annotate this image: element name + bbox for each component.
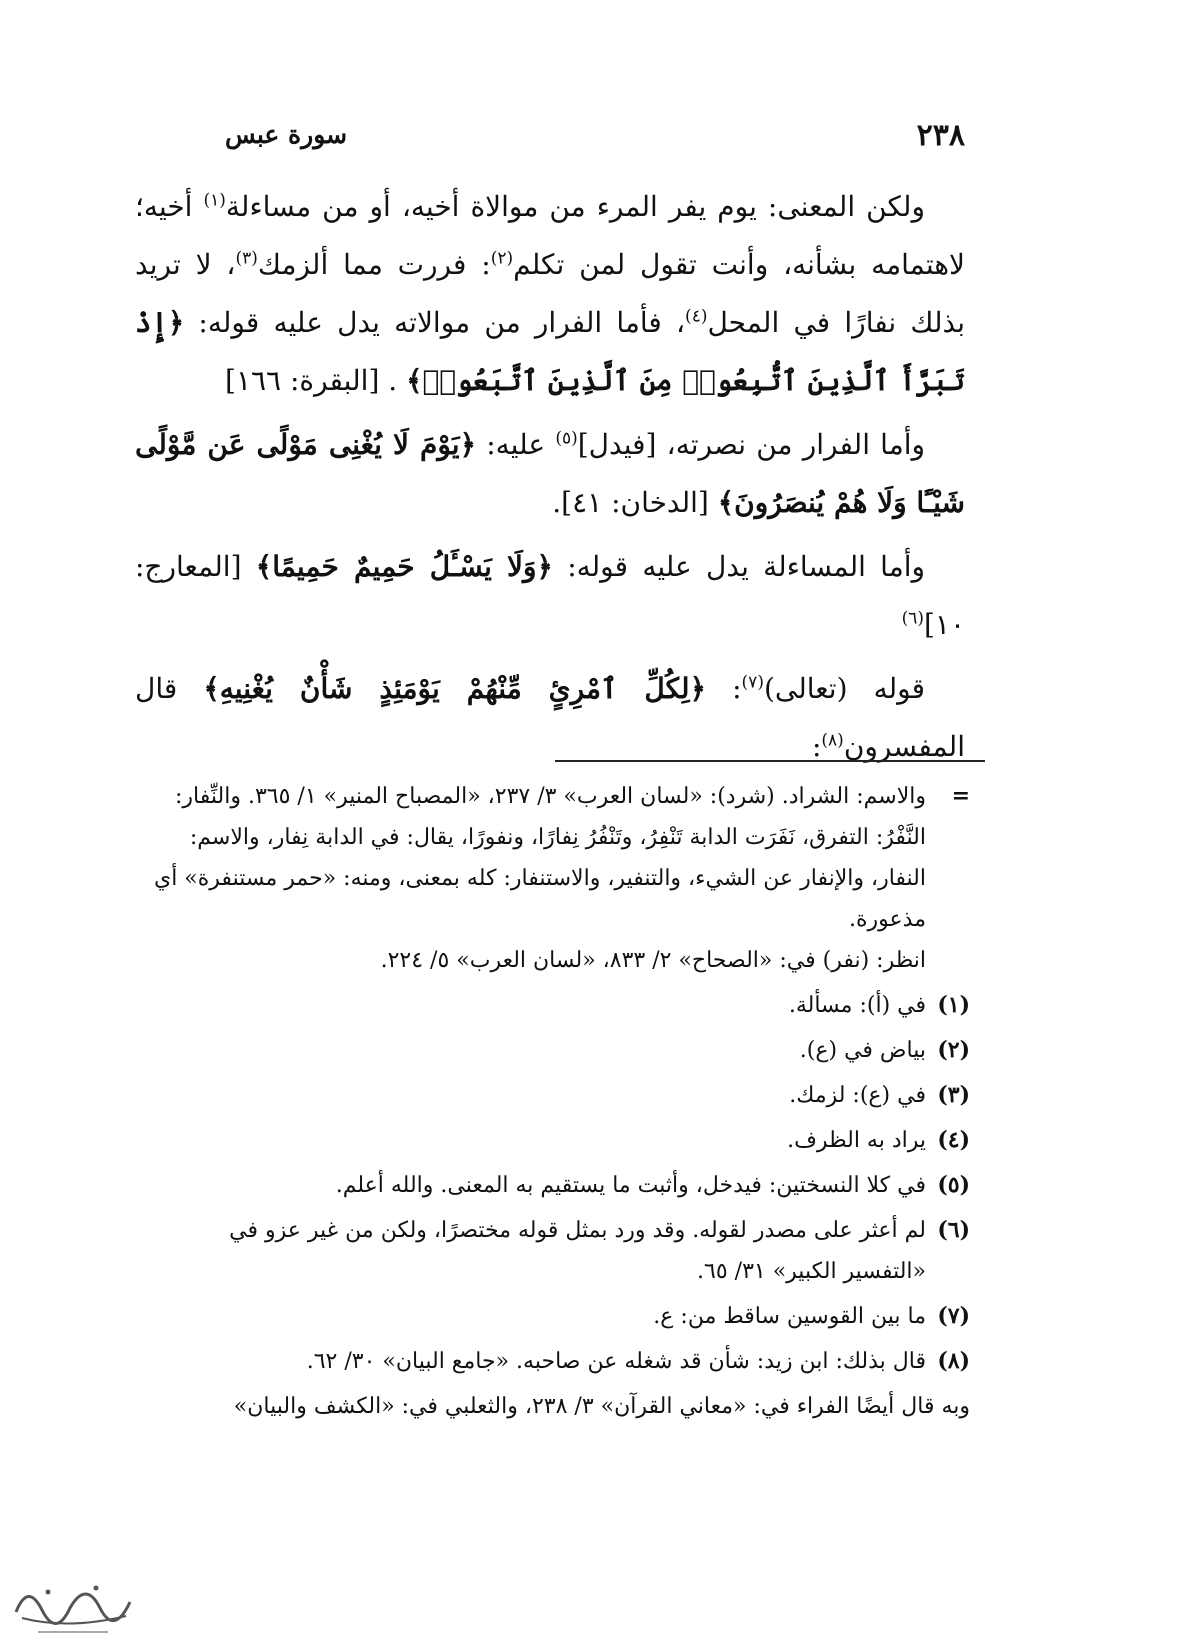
- page-number: ٢٣٨: [916, 118, 965, 153]
- footnote-number: (٢): [937, 1037, 970, 1063]
- quran-verse: ﴿إِذْ تَبَرَّأَ ٱلَّذِينَ ٱتُّبِعُوا۟ مِنَ ٱلَّذِينَ ٱتَّبَعُوا۟﴾: [135, 306, 965, 397]
- paragraph-4: [135, 660, 965, 776]
- verse-citation: [الدخان: ٤١].: [552, 486, 718, 519]
- text-run: : فررت مما ألزمك: [257, 248, 491, 281]
- footnote-number: (٦): [937, 1217, 970, 1243]
- footnote-ref[interactable]: (٥): [555, 428, 578, 449]
- quran-verse: ﴿لِكُلِّ ٱمْرِئٍ مِّنْهُمْ يَوْمَئِذٍ شَأْنٌ يُغْنِيهِ﴾: [203, 672, 706, 705]
- footnote-text: ما بين القوسين ساقط من: ع.: [653, 1304, 926, 1329]
- footnote-number: (٨): [937, 1348, 970, 1374]
- footnote-number: (٥): [937, 1172, 970, 1198]
- publisher-logo: [8, 1572, 138, 1640]
- main-text: [135, 178, 965, 782]
- text-run: وأما المساءلة يدل عليه قوله:: [552, 550, 925, 583]
- paragraph-1: [135, 178, 965, 410]
- footnote-item: [150, 1165, 970, 1206]
- footnote-text: انظر: (نفر) في: «الصحاح» ٢/ ٨٣٣، «لسان العرب» ٥/ ٢٢٤.: [380, 948, 926, 973]
- text-run: :: [706, 672, 742, 705]
- footnote-continuation: [150, 776, 970, 981]
- text-run: قال المفسرون: [135, 672, 965, 763]
- text-run: عليه:: [476, 428, 556, 461]
- text-run: ، فأما الفرار من موالاته يدل عليه قوله:: [184, 306, 686, 339]
- text-run: أخيه؛ لاهتمامه بشأنه، وأنت تقول لمن تكلم: [135, 190, 966, 281]
- footnote-text: في كلا النسختين: فيدخل، وأثبت ما يستقيم به المعنى. والله أعلم.: [335, 1173, 926, 1198]
- footnote-item: [150, 985, 970, 1026]
- footnotes-section: [150, 776, 970, 1427]
- footnote-ref[interactable]: (٢): [490, 248, 514, 269]
- quran-verse: ﴿يَوْمَ لَا يُغْنِى مَوْلًى عَن مَّوْلًى شَيْـًٔا وَلَا هُمْ يُنصَرُونَ﴾: [135, 428, 965, 519]
- text-run: ، لا تريد بذلك نفارًا في المحل: [135, 248, 966, 339]
- footnote-ref[interactable]: (٨): [821, 730, 844, 751]
- page-header: [225, 118, 965, 158]
- footnote-ref[interactable]: (٤): [685, 306, 708, 327]
- footnote-item: [150, 1075, 970, 1116]
- paragraph-2: [135, 416, 965, 532]
- footnote-item: [150, 1296, 970, 1337]
- footnote-item: [150, 1341, 970, 1382]
- verse-citation: [المعارج: ١٠]: [135, 550, 965, 641]
- footnote-ref[interactable]: (١): [203, 190, 226, 211]
- footnote-text: في (أ): مسألة.: [788, 993, 926, 1018]
- footnote-text: لم أعثر على مصدر لقوله. وقد ورد بمثل قوله مختصرًا، ولكن من غير عزو في «التفسير الكبير» ٣١/ ٦٥.: [229, 1218, 926, 1284]
- footnote-continued-line: وبه قال أيضًا الفراء في: «معاني القرآن» ٣/ ٢٣٨، والثعلبي في: «الكشف والبيان»: [233, 1394, 970, 1419]
- footnote-text: والاسم: الشراد. (شرد): «لسان العرب» ٣/ ٢٣٧، «المصباح المنير» ١/ ٣٦٥. والنِّفار: النَّفْرُ: التفرق، نَفَرَت الدابة تَنْفِرُ، وتَنْفُرُ نِفارًا، ونفورًا، يقال: في الدابة نِفار، والاسم: النفار، والإنفار عن الشيء، والتنفير، والاستنفار: كله بمعنى، ومنه: «حمر مستنفرة» أي مذعورة.: [153, 784, 926, 932]
- footnote-text: في (ع): لزمك.: [789, 1083, 926, 1108]
- footnote-item: [150, 1210, 970, 1292]
- text-run: قوله (تعالى): [763, 672, 925, 705]
- footnote-text: قال بذلك: ابن زيد: شأن قد شغله عن صاحبه. «جامع البيان» ٣٠/ ٦٢.: [306, 1349, 926, 1374]
- footnote-ref[interactable]: (٧): [741, 672, 764, 693]
- verse-citation: . [البقرة: ١٦٦]: [225, 364, 407, 397]
- footnote-text: يراد به الظرف.: [787, 1128, 926, 1153]
- text-run: ولكن المعنى: يوم يفر المرء من موالاة أخيه، أو من مساءلة: [225, 190, 925, 223]
- paragraph-3: [135, 538, 965, 654]
- text-run: :: [811, 730, 822, 763]
- quran-verse: ﴿وَلَا يَسْـَٔلُ حَمِيمٌ حَمِيمًا﴾: [255, 550, 553, 583]
- surah-title: سورة عبس: [225, 120, 348, 149]
- footnote-text: بياض في (ع).: [799, 1038, 926, 1063]
- footnote-number: (٣): [937, 1082, 970, 1108]
- footnote-number: (٧): [937, 1303, 970, 1329]
- footnote-ref[interactable]: (٦): [901, 608, 924, 629]
- footnote-divider: [555, 760, 985, 762]
- footnote-number: (١): [937, 992, 970, 1018]
- text-run: وأما الفرار من نصرته، [فيدل]: [577, 428, 926, 461]
- continuation-mark: =: [951, 783, 970, 809]
- footnote-number: (٤): [937, 1127, 970, 1153]
- footnote-item: [150, 1030, 970, 1071]
- footnote-item: [150, 1120, 970, 1161]
- footnote-ref[interactable]: (٣): [235, 248, 258, 269]
